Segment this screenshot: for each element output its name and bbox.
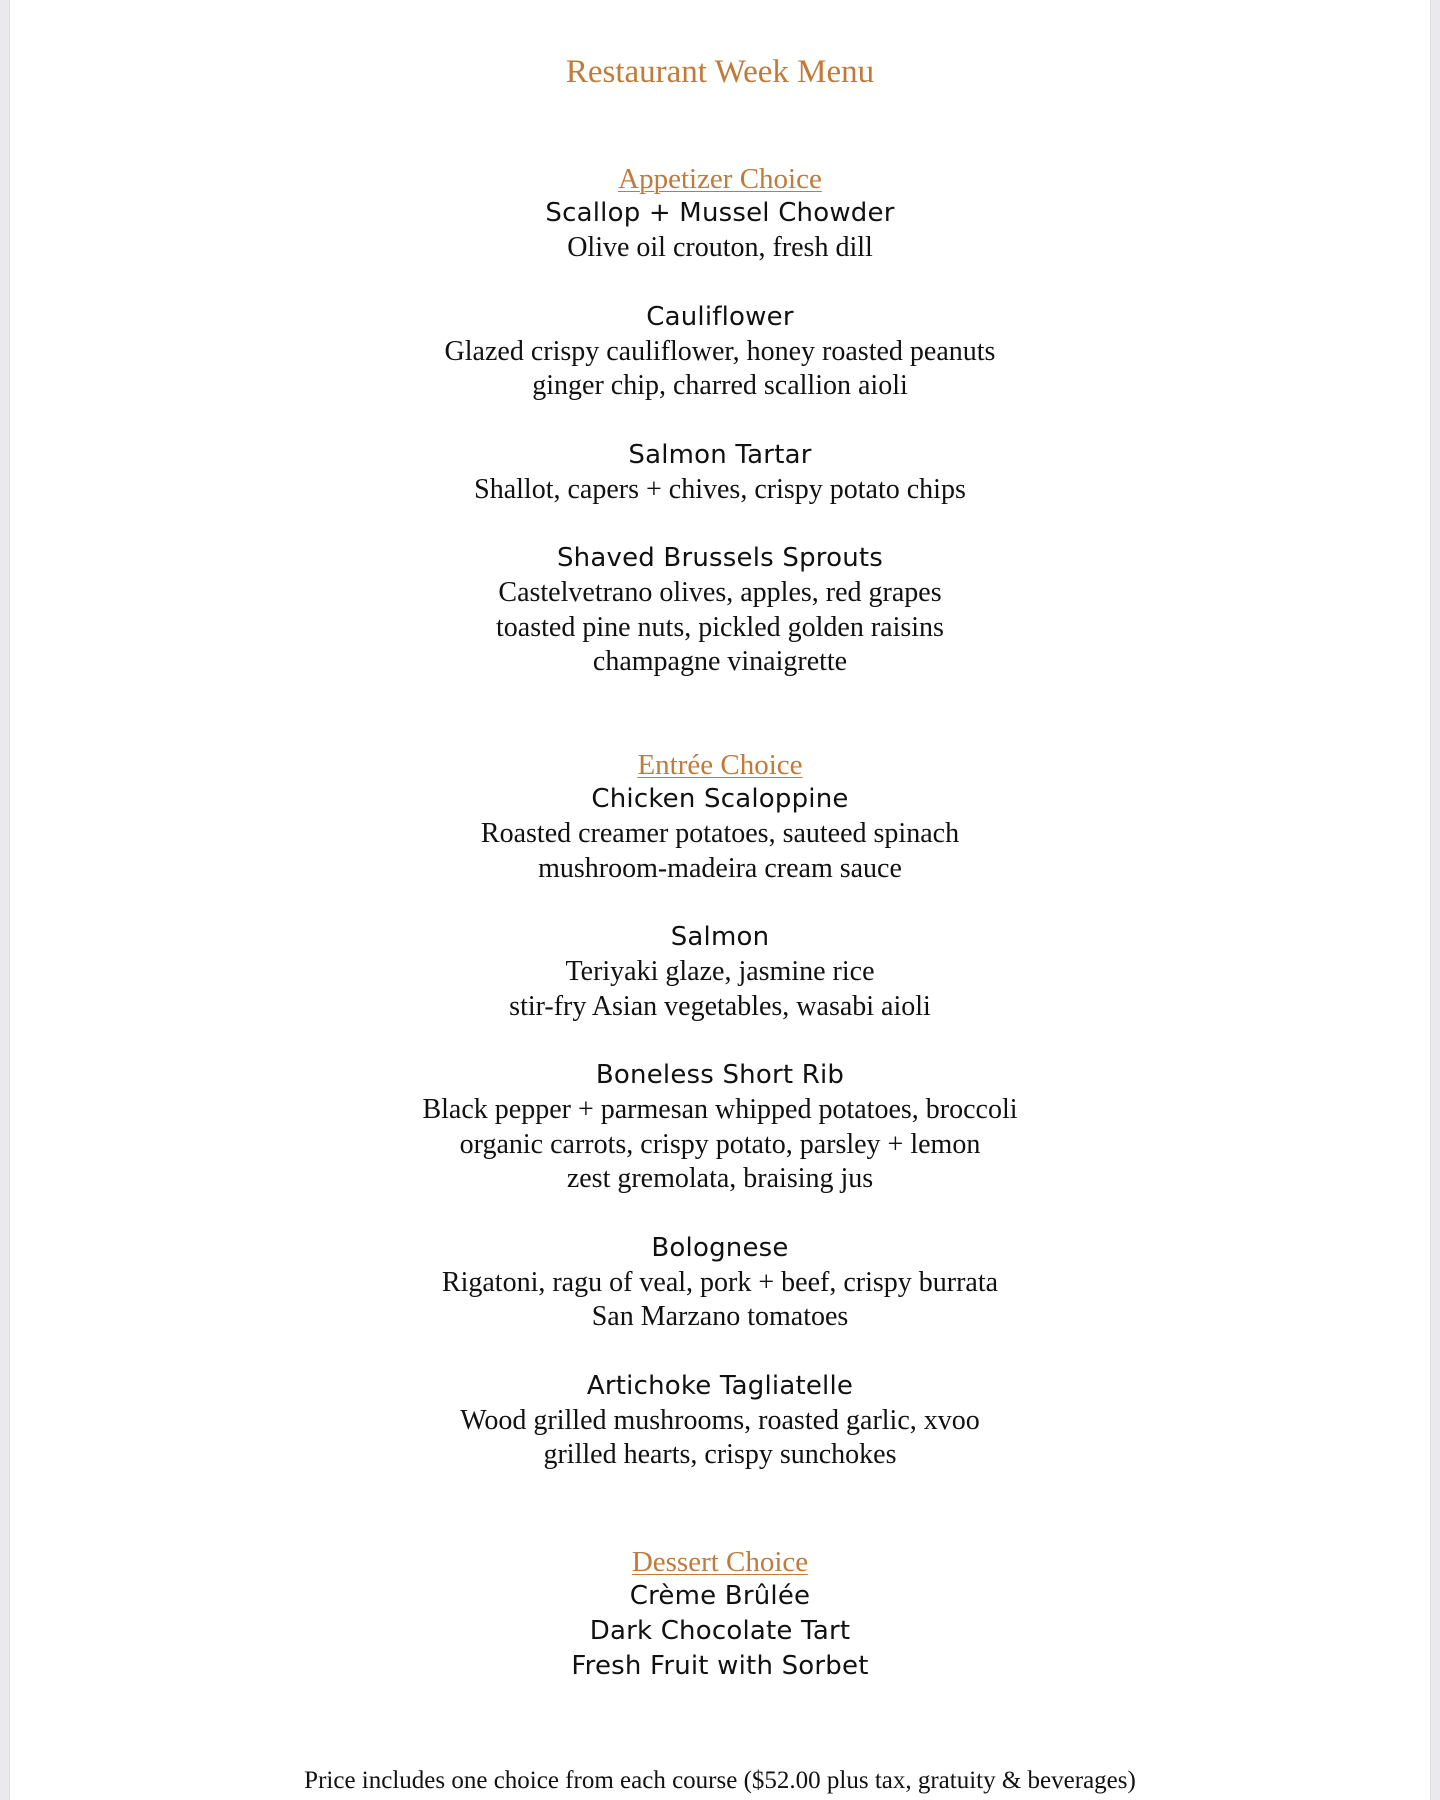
dish-name: Shaved Brussels Sprouts bbox=[556, 543, 884, 573]
dish-fresh-fruit-with-sorbet: Fresh Fruit with Sorbet bbox=[571, 1651, 869, 1681]
dish-description: Black pepper + parmesan whipped potatoes, broccoli bbox=[422, 1094, 1018, 1125]
dish-name: Salmon bbox=[670, 922, 770, 952]
dish-description: grilled hearts, crispy sunchokes bbox=[543, 1439, 897, 1470]
dish-name: Salmon Tartar bbox=[628, 439, 812, 470]
dish-description: Olive oil crouton, fresh dill bbox=[567, 232, 873, 263]
price-note: Price includes one choice from each course ($52.00 plus tax, gratuity & beverages) bbox=[304, 1767, 1136, 1794]
course-dessert bbox=[10, 1545, 1430, 1684]
dish-name: Scallop + Mussel Chowder bbox=[545, 198, 895, 228]
dish-description: champagne vinaigrette bbox=[592, 646, 848, 677]
dish-shaved-brussels-sprouts bbox=[10, 541, 1430, 680]
dish-cauliflower bbox=[10, 300, 1430, 404]
dish-description: organic carrots, crispy potato, parsley + lemon bbox=[459, 1128, 981, 1160]
dish-name: Artichoke Tagliatelle bbox=[586, 1370, 854, 1401]
course-entree bbox=[10, 748, 1430, 1473]
dish-artichoke-tagliatelle bbox=[10, 1369, 1430, 1473]
dish-description: Wood grilled mushrooms, roasted garlic, xvoo bbox=[460, 1404, 980, 1436]
dish-description: Teriyaki glaze, jasmine rice bbox=[565, 956, 875, 987]
dish-name: Cauliflower bbox=[646, 301, 794, 332]
dish-description: stir-fry Asian vegetables, wasabi aioli bbox=[509, 990, 931, 1022]
dish-description: San Marzano tomatoes bbox=[591, 1301, 849, 1332]
dish-chicken-scaloppine bbox=[10, 782, 1430, 886]
dish-description: Castelvetrano olives, apples, red grapes bbox=[498, 577, 942, 608]
course-heading-appetizer: Appetizer Choice bbox=[618, 163, 822, 195]
dish-description: Shallot, capers + chives, crispy potato chips bbox=[474, 473, 966, 505]
course-appetizer bbox=[10, 162, 1430, 680]
dish-creme-brulee: Crème Brûlée bbox=[629, 1581, 811, 1611]
dish-scallop-mussel-chowder bbox=[10, 196, 1430, 266]
dish-salmon bbox=[10, 920, 1430, 1024]
dish-description: ginger chip, charred scallion aioli bbox=[532, 370, 908, 401]
menu-title: Restaurant Week Menu bbox=[565, 54, 875, 90]
dish-description: toasted pine nuts, pickled golden raisins bbox=[496, 611, 944, 643]
dish-description: mushroom-madeira cream sauce bbox=[538, 852, 902, 884]
course-heading-entree: Entrée Choice bbox=[637, 749, 803, 781]
dish-name: Boneless Short Rib bbox=[595, 1060, 845, 1090]
dish-salmon-tartar bbox=[10, 438, 1430, 508]
dish-name: Chicken Scaloppine bbox=[591, 784, 849, 814]
dish-boneless-short-rib bbox=[10, 1058, 1430, 1197]
dish-dark-chocolate-tart: Dark Chocolate Tart bbox=[589, 1616, 851, 1646]
menu-page bbox=[10, 0, 1430, 1800]
dish-description: zest gremolata, braising jus bbox=[566, 1163, 874, 1194]
dish-description: Glazed crispy cauliflower, honey roasted peanuts bbox=[444, 335, 996, 367]
dish-bolognese bbox=[10, 1231, 1430, 1335]
dish-description: Roasted creamer potatoes, sauteed spinach bbox=[480, 818, 960, 849]
dish-description: Rigatoni, ragu of veal, pork + beef, crispy burrata bbox=[441, 1266, 999, 1298]
dish-name: Bolognese bbox=[651, 1232, 789, 1263]
course-heading-dessert: Dessert Choice bbox=[631, 1546, 809, 1578]
